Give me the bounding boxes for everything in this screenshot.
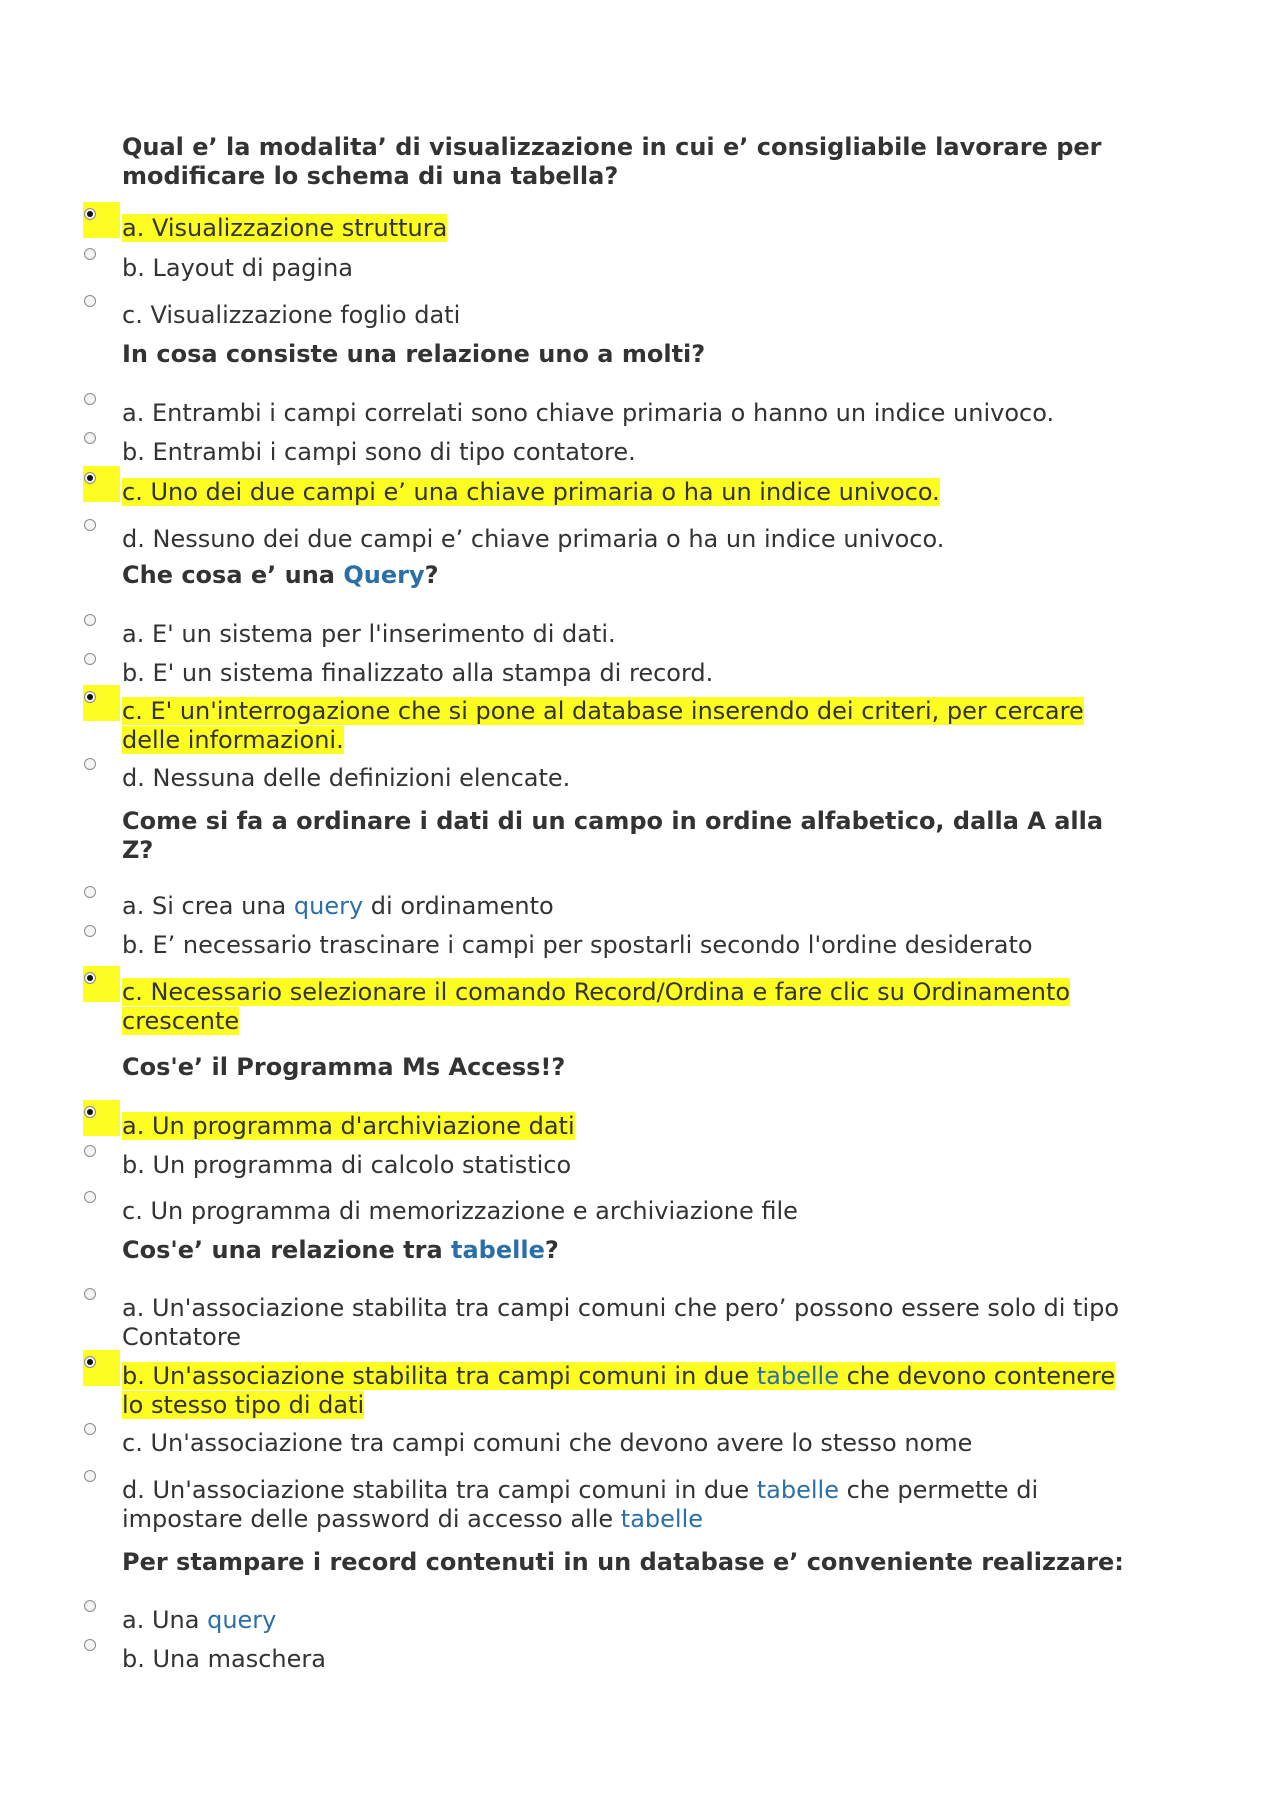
text-segment: a. Un'associazione stabilita tra campi comuni che pero’ possono essere solo di tipo	[122, 1294, 1120, 1322]
answer-option[interactable]	[122, 525, 1172, 554]
text-segment: a. Una	[122, 1606, 208, 1634]
text-segment: a. Si crea una	[122, 892, 294, 920]
answer-option[interactable]	[122, 438, 1172, 467]
answer-text-line	[122, 478, 1172, 507]
radio-button[interactable]	[84, 1288, 96, 1300]
text-segment: c. Uno dei due campi e’ una chiave primaria o ha un indice univoco.	[122, 478, 940, 506]
answer-option[interactable]	[122, 399, 1172, 428]
hyperlink[interactable]: Query	[343, 561, 425, 589]
answer-text-line	[122, 1197, 1172, 1226]
radio-button[interactable]	[84, 925, 96, 937]
text-segment: di ordinamento	[363, 892, 554, 920]
answer-text-line	[122, 1151, 1172, 1180]
hyperlink[interactable]: query	[207, 1606, 277, 1634]
radio-button-selected[interactable]	[84, 472, 96, 484]
answer-option[interactable]	[122, 301, 1172, 330]
radio-button-selected[interactable]	[84, 1106, 96, 1118]
radio-button[interactable]	[84, 886, 96, 898]
answer-text-line	[122, 301, 1172, 330]
text-segment: d. Nessuna delle definizioni elencate.	[122, 764, 571, 792]
text-segment: lo stesso tipo di dati	[122, 1391, 365, 1419]
text-segment: a. Un programma d'archiviazione dati	[122, 1112, 575, 1140]
radio-button-selected[interactable]	[84, 1356, 96, 1368]
answer-text-line	[122, 1505, 1172, 1534]
answer-option[interactable]	[122, 697, 1172, 755]
answer-option[interactable]	[122, 254, 1172, 283]
answer-option[interactable]	[122, 1429, 1172, 1458]
question-text-line	[122, 561, 1172, 590]
text-segment: impostare delle password di accesso alle	[122, 1505, 621, 1533]
answer-text-line	[122, 1112, 1172, 1141]
text-segment: b. Entrambi i campi sono di tipo contatore.	[122, 438, 636, 466]
answer-text-line	[122, 697, 1172, 726]
hyperlink[interactable]: tabelle	[756, 1476, 839, 1504]
text-segment: c. Necessario selezionare il comando Record/Ordina e fare clic su Ordinamento	[122, 978, 1071, 1006]
answer-text-line	[122, 620, 1172, 649]
answer-text-line	[122, 1606, 1172, 1635]
text-segment: ?	[424, 561, 439, 589]
text-segment: ?	[544, 1236, 559, 1264]
radio-button[interactable]	[84, 519, 96, 531]
answer-option[interactable]	[122, 659, 1172, 688]
answer-option[interactable]	[122, 978, 1172, 1036]
answer-option[interactable]	[122, 1151, 1172, 1180]
text-segment: d. Un'associazione stabilita tra campi comuni in due	[122, 1476, 757, 1504]
radio-button[interactable]	[84, 1191, 96, 1203]
answer-text-line	[122, 1362, 1172, 1391]
answer-text-line	[122, 1323, 1172, 1352]
answer-option[interactable]	[122, 1645, 1172, 1674]
text-segment: b. Un'associazione stabilita tra campi comuni in due	[122, 1362, 757, 1390]
hyperlink[interactable]: query	[293, 892, 364, 920]
answer-text-line	[122, 659, 1172, 688]
text-segment: che devono contenere	[838, 1362, 1116, 1390]
radio-button[interactable]	[84, 1470, 96, 1482]
question-2	[122, 340, 1172, 369]
answer-text-line	[122, 1391, 1172, 1420]
question-text-line	[122, 1236, 1172, 1265]
text-segment: a. Entrambi i campi correlati sono chiave primaria o hanno un indice univoco.	[122, 399, 1055, 427]
answer-text-line	[122, 978, 1172, 1007]
text-segment: d. Nessuno dei due campi e’ chiave primaria o ha un indice univoco.	[122, 525, 945, 553]
text-segment: c. E' un'interrogazione che si pone al database inserendo dei criteri, per cercare	[122, 697, 1084, 725]
radio-button[interactable]	[84, 1423, 96, 1435]
answer-option[interactable]	[122, 1476, 1172, 1534]
answer-text-line	[122, 892, 1172, 921]
answer-text-line	[122, 525, 1172, 554]
radio-button[interactable]	[84, 248, 96, 260]
text-segment: b. E' un sistema finalizzato alla stampa di record.	[122, 659, 714, 687]
text-segment: Cos'e’ una relazione tra	[122, 1236, 452, 1264]
text-segment: b. Un programma di calcolo statistico	[122, 1151, 572, 1179]
question-text-line: Cos'e’ il Programma Ms Access!?	[122, 1053, 566, 1081]
text-segment: a. E' un sistema per l'inserimento di dati.	[122, 620, 616, 648]
answer-text-line	[122, 1429, 1172, 1458]
answer-text-line	[122, 438, 1172, 467]
answer-text-line	[122, 764, 1172, 793]
answer-option[interactable]	[122, 1362, 1172, 1420]
question-text-line: modificare lo schema di una tabella?	[122, 162, 619, 190]
text-segment: b. Layout di pagina	[122, 254, 353, 282]
radio-button[interactable]	[84, 758, 96, 770]
text-segment: a. Visualizzazione struttura	[122, 214, 448, 242]
radio-button[interactable]	[84, 653, 96, 665]
answer-option[interactable]	[122, 620, 1172, 649]
answer-option[interactable]	[122, 214, 1172, 243]
answer-option[interactable]	[122, 892, 1172, 921]
text-segment: b. E’ necessario trascinare i campi per spostarli secondo l'ordine desiderato	[122, 931, 1033, 959]
question-text-line: Come si fa a ordinare i dati di un campo in ordine alfabetico, dalla A alla	[122, 807, 1104, 835]
answer-text-line	[122, 214, 1172, 243]
hyperlink[interactable]: tabelle	[451, 1236, 545, 1264]
radio-button[interactable]	[84, 432, 96, 444]
radio-button[interactable]	[84, 1639, 96, 1651]
text-segment: c. Un programma di memorizzazione e archiviazione file	[122, 1197, 798, 1225]
question-text-line: Per stampare i record contenuti in un database e’ conveniente realizzare:	[122, 1548, 1124, 1576]
question-7	[122, 1548, 1172, 1577]
question-text-line: Qual e’ la modalita’ di visualizzazione in cui e’ consigliabile lavorare per	[122, 133, 1102, 161]
radio-button[interactable]	[84, 393, 96, 405]
text-segment: c. Un'associazione tra campi comuni che devono avere lo stesso nome	[122, 1429, 973, 1457]
answer-text-line	[122, 1645, 1172, 1674]
answer-text-line	[122, 1476, 1172, 1505]
text-segment: che permette di	[838, 1476, 1039, 1504]
hyperlink[interactable]: tabelle	[756, 1362, 839, 1390]
radio-button-selected[interactable]	[84, 208, 96, 220]
question-text-line: Z?	[122, 836, 154, 864]
question-3	[122, 561, 1172, 590]
question-5	[122, 1053, 1172, 1082]
question-1	[122, 133, 1172, 191]
text-segment: crescente	[122, 1007, 240, 1035]
answer-text-line	[122, 1007, 1172, 1036]
radio-button[interactable]	[84, 1145, 96, 1157]
answer-text-line	[122, 726, 1172, 755]
answer-option[interactable]	[122, 478, 1172, 507]
radio-button-selected[interactable]	[84, 691, 96, 703]
answer-option[interactable]	[122, 1606, 1172, 1635]
answer-option[interactable]	[122, 1197, 1172, 1226]
answer-option[interactable]	[122, 931, 1172, 960]
answer-option[interactable]	[122, 1294, 1172, 1352]
radio-button[interactable]	[84, 614, 96, 626]
hyperlink[interactable]: tabelle	[620, 1505, 703, 1533]
text-segment: Contatore	[122, 1323, 241, 1351]
radio-button[interactable]	[84, 295, 96, 307]
text-segment: c. Visualizzazione foglio dati	[122, 301, 461, 329]
text-segment: delle informazioni.	[122, 726, 344, 754]
radio-button[interactable]	[84, 1600, 96, 1612]
text-segment: b. Una maschera	[122, 1645, 326, 1673]
answer-option[interactable]	[122, 1112, 1172, 1141]
text-segment: Che cosa e’ una	[122, 561, 344, 589]
answer-text-line	[122, 1294, 1172, 1323]
answer-option[interactable]	[122, 764, 1172, 793]
question-text-line: In cosa consiste una relazione uno a molti?	[122, 340, 706, 368]
answer-text-line	[122, 399, 1172, 428]
radio-button-selected[interactable]	[84, 972, 96, 984]
question-4	[122, 807, 1172, 865]
answer-text-line	[122, 931, 1172, 960]
question-6	[122, 1236, 1172, 1265]
answer-text-line	[122, 254, 1172, 283]
